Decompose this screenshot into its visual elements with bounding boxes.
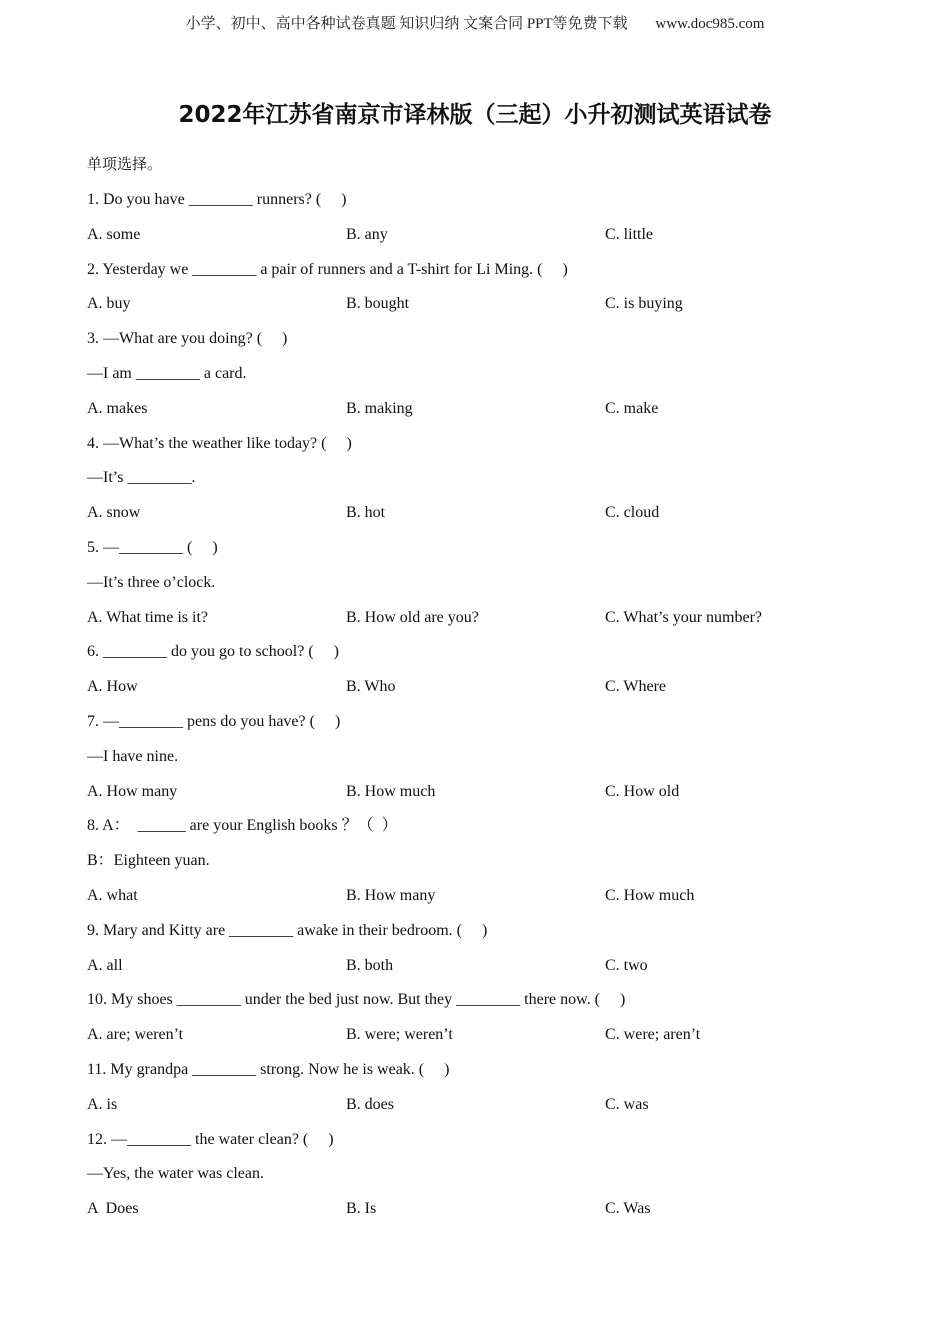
question-stem: 5. —________ ( ) [87,538,218,556]
question-8 [87,814,887,918]
options-row [87,501,887,536]
option-a: A. makes [87,399,148,417]
question-list [87,152,887,1232]
option-c: C. How old [605,782,680,800]
question-stem: 11. My grandpa ________ strong. Now he is weak. ( ) [87,1060,450,1078]
option-b: B. How many [346,886,436,904]
option-b: B. any [346,225,388,243]
option-c: C. Where [605,678,667,696]
question-dialogue-line: —Yes, the water was clean. [87,1165,264,1183]
options-row [87,1197,887,1232]
question-12 [87,1128,887,1232]
option-b: B. Who [346,678,396,696]
question-stem: 6. ________ do you go to school? ( ) [87,643,339,661]
option-a: A. all [87,956,123,974]
question-stem: 12. —________ the water clean? ( ) [87,1130,334,1148]
option-a: A. buy [87,295,131,313]
header-site: www.doc985.com [655,16,765,32]
option-b: B. does [346,1095,394,1113]
questions-container [87,188,887,1232]
option-c: C. What’s your number? [605,608,763,626]
option-c: C. is buying [605,295,683,313]
question-stem: 1. Do you have ________ runners? ( ) [87,191,347,208]
question-11 [87,1058,887,1128]
option-b: B. making [346,399,413,417]
question-stem: 2. Yesterday we ________ a pair of runners and a T-shirt for Li Ming. ( ) [87,260,568,278]
question-dialogue-line: —I have nine. [87,747,179,765]
question-10 [87,988,887,1058]
option-c: C. Was [605,1200,651,1218]
options-row [87,954,887,989]
section-heading: 单项选择。 [87,155,163,173]
option-c: C. was [605,1095,649,1113]
option-c: C. were; aren’t [605,1026,701,1044]
option-a: A. How many [87,782,178,800]
question-stem: 7. —________ pens do you have? ( ) [87,712,341,730]
option-b: B. Is [346,1200,377,1218]
options-row [87,1093,887,1128]
option-b: B. hot [346,504,386,522]
header-text: 小学、初中、高中各种试卷真题 知识归纳 文案合同 PPT等免费下载 [185,16,628,32]
options-row [87,292,887,327]
options-row [87,223,887,258]
question-4 [87,432,887,536]
option-a: A Does [87,1200,139,1218]
option-c: C. little [605,225,653,243]
question-1 [87,188,887,258]
question-stem: 10. My shoes ________ under the bed just now. But they ________ there now. ( ) [87,991,626,1009]
question-dialogue-line: B：Eighteen yuan. [87,852,210,870]
question-6 [87,640,887,710]
options-row [87,397,887,432]
options-row [87,675,887,710]
page-title: 2022年江苏省南京市译林版（三起）小升初测试英语试卷 [178,102,772,128]
question-stem: 9. Mary and Kitty are ________ awake in their bedroom. ( ) [87,921,488,939]
option-b: B. How old are you? [346,608,479,626]
option-a: A. some [87,225,141,243]
option-a: A. are; weren’t [87,1026,184,1044]
question-stem: 3. —What are you doing? ( ) [87,330,288,348]
options-row [87,780,887,815]
options-row [87,606,887,641]
question-dialogue-line: —It’s three o’clock. [87,573,216,591]
question-9 [87,919,887,989]
option-c: C. How much [605,886,695,904]
question-dialogue-line: —It’s ________. [87,469,196,487]
option-b: B. both [346,956,394,974]
options-row [87,1023,887,1058]
option-b: B. were; weren’t [346,1026,453,1044]
question-stem: 4. —What’s the weather like today? ( ) [87,434,352,452]
option-a: A. is [87,1095,118,1113]
option-b: B. How much [346,782,436,800]
option-a: A. How [87,678,138,696]
option-a: A. What time is it? [87,608,209,626]
page-header [0,12,950,33]
question-2 [87,258,887,328]
question-stem: 8. A： ______ are your English books ？（ ） [87,817,398,835]
option-a: A. what [87,886,138,904]
option-b: B. bought [346,295,410,313]
question-7 [87,710,887,814]
question-5 [87,536,887,640]
option-c: C. make [605,399,659,417]
option-a: A. snow [87,504,141,522]
question-3 [87,327,887,431]
option-c: C. two [605,956,648,974]
option-c: C. cloud [605,504,660,522]
options-row [87,884,887,919]
question-dialogue-line: —I am ________ a card. [87,364,247,382]
